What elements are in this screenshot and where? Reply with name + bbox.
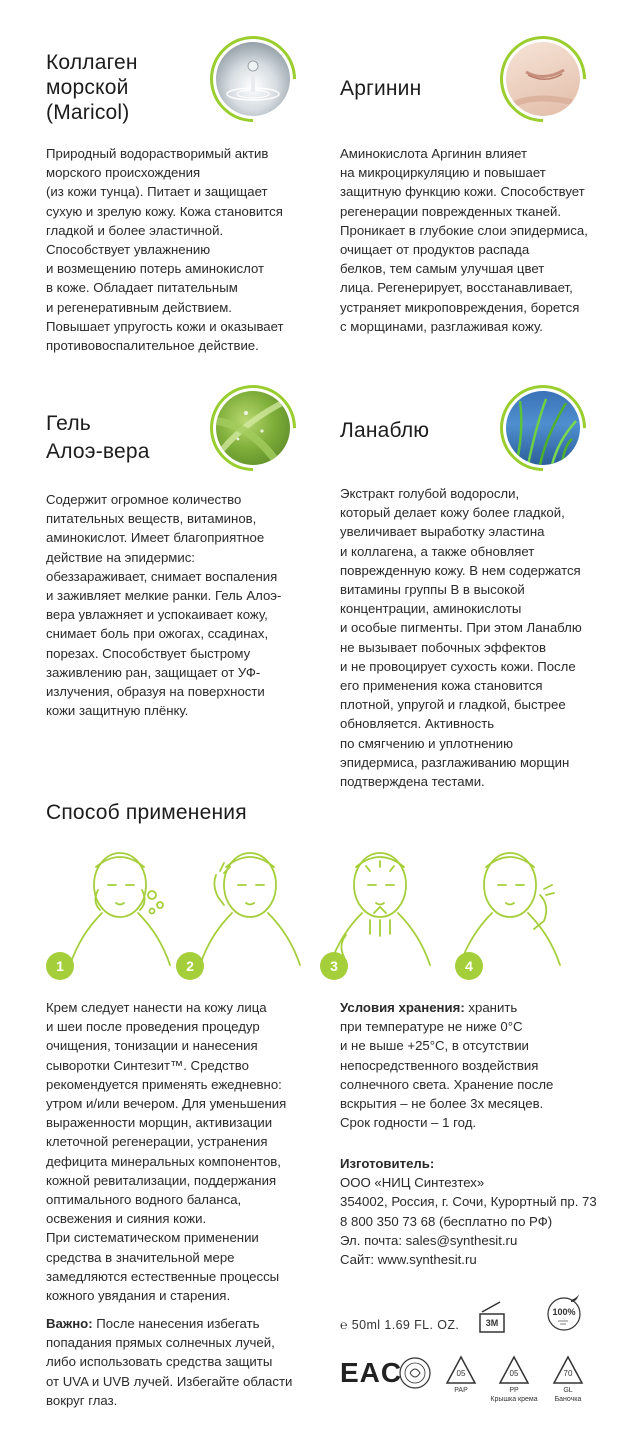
pao-label: 3M bbox=[485, 1318, 499, 1328]
pao-icon bbox=[476, 1300, 508, 1336]
recycle-gl-icon bbox=[548, 1354, 588, 1406]
recycle-gl-desc: Баночка bbox=[554, 1396, 582, 1403]
recycle-pp-code: 05 bbox=[509, 1369, 519, 1378]
recycle-gl-code: 70 bbox=[563, 1369, 573, 1378]
website-text: Сайт: www.synthesit.ru bbox=[340, 1252, 477, 1268]
step-1-badge: 1 bbox=[46, 952, 74, 980]
recycle-pp-icon bbox=[486, 1354, 542, 1406]
manufacturer-block: Изготовитель: ООО «НИЦ Синтезтех» 354002, Россия, г. Сочи, Курортный пр. 73 8 800 350 73 68 (бесплатно по РФ) Эл. почта: sales@synthesit.ru Сайт: www.synthesit.ru bbox=[340, 1154, 630, 1269]
volume-label: ℮ 50ml 1.69 FL. OZ. bbox=[340, 1318, 460, 1332]
lanablue-text: Экстракт голубой водоросли, который делает кожу более гладкой, увеличивает выработку эластина и коллагена, а также обновляет поврежденную кожу. В нем содержатся витамины группы B в высокой концентрации, аминокислоты и особые пигменты. При этом Ланаблю не вызывает побочных эффектов и не провоцирует сухость кожи. После его применения кожа становится плотной, упругой и гладкой, быстрее обновляется. Активность по смягчению и уплотнению эпидермиса, разглаживанию морщин подтверждена тестами. bbox=[340, 486, 582, 790]
natural-label: 100% bbox=[552, 1307, 576, 1317]
aloe-image bbox=[216, 391, 290, 465]
usage-title: Способ применения bbox=[46, 801, 247, 824]
storage-block: Условия хранения: хранить при температуре не ниже 0°С и не выше +25°С, в отсутствии непосредственного воздействия солнечного света. Хранение после вскрытия – не более 3х месяцев. Срок годности – 1 год. bbox=[340, 1000, 554, 1131]
usage-text: Крем следует нанести на кожу лица и шеи после проведения процедур очищения, тонизации и нанесения сыворотки Синтезит™. Средство рекомендуется применять ежедневно: утром и/или вечером. Для уменьшения выраженности морщин, активизации клеточной регенерации, устранения дефицита минеральных компонентов, кожной ревитализации, поддержания оптимального водного баланса, освежения и сияния кожи. При систематическом применении средства в значительной мере замедляются естественные процессы кожного увядания и старения. bbox=[46, 1000, 287, 1304]
aloe-text: Содержит огромное количество питательных веществ, витаминов, аминокислот. Имеет благоприятное действие на эпидермис: обеззараживает, снимает воспаления и заживляет мелкие ранки. Гель Алоэ- вера увлажняет и успокаивает кожу, снимает боль при ожогах, ссадинах, порезах. Способствует быстрому заживлению ран, защищает от УФ- излучения, образуя на поверхности кожи защитную плёнку. bbox=[46, 492, 282, 719]
collagen-text: Природный водорастворимый актив морского происхождения (из кожи тунца). Питает и защищает сухую и зрелую кожу. Кожа становится гладкой и более эластичной. Способствует увлажнению и возмещению потерь аминокислот в коже. Обладает питательным и регенеративным действием. Повышает упругость кожи и оказывает противовоспалительное действие. bbox=[46, 146, 284, 354]
face-image bbox=[506, 42, 580, 116]
step-4-badge: 4 bbox=[455, 952, 483, 980]
collagen-title: Коллаген морской (Maricol) bbox=[46, 51, 138, 124]
step-2-badge: 2 bbox=[176, 952, 204, 980]
recycle-pap-code: 05 bbox=[456, 1369, 466, 1378]
recycle-pp-desc: Крышка крема bbox=[490, 1396, 538, 1403]
recycle-pap-icon bbox=[444, 1354, 478, 1398]
water-drop-image bbox=[216, 42, 290, 116]
important-note: Важно: После нанесения избегать попадания прямых солнечных лучей, либо использовать средства защиты от UVA и UVB лучей. Избегайте области вокруг глаз. bbox=[46, 1316, 293, 1408]
recycle-pp-mat: PP bbox=[509, 1387, 519, 1394]
storage-label: Условия хранения: bbox=[340, 1000, 465, 1015]
eac-mark-icon: EAC bbox=[340, 1357, 403, 1388]
algae-image bbox=[506, 391, 580, 465]
step-3-badge: 3 bbox=[320, 952, 348, 980]
manufacturer-label: Изготовитель: bbox=[340, 1156, 435, 1171]
arginine-text: Аминокислота Аргинин влияет на микроциркуляцию и повышает защитную функцию кожи. Способствует регенерации поврежденных тканей. Проникает в глубокие слои эпидермиса, очищает от продуктов распада белков, тем самым улучшая цвет лица. Регенерирует, восстанавливает, устраняет микроповреждения, борется с морщинами, разглаживая кожу. bbox=[340, 146, 588, 334]
arginine-title: Аргинин bbox=[340, 77, 422, 100]
aloe-title: Гель Алоэ-вера bbox=[46, 412, 150, 463]
lanablue-title: Ланаблю bbox=[340, 419, 430, 442]
cosmetic-cert-icon bbox=[398, 1356, 432, 1390]
email-text: Эл. почта: sales@synthesit.ru bbox=[340, 1232, 518, 1248]
recycle-pap-mat: PAP bbox=[454, 1387, 468, 1394]
recycle-gl-mat: GL bbox=[563, 1387, 573, 1394]
natural-badge-icon bbox=[544, 1294, 584, 1334]
important-label: Важно: bbox=[46, 1316, 93, 1331]
